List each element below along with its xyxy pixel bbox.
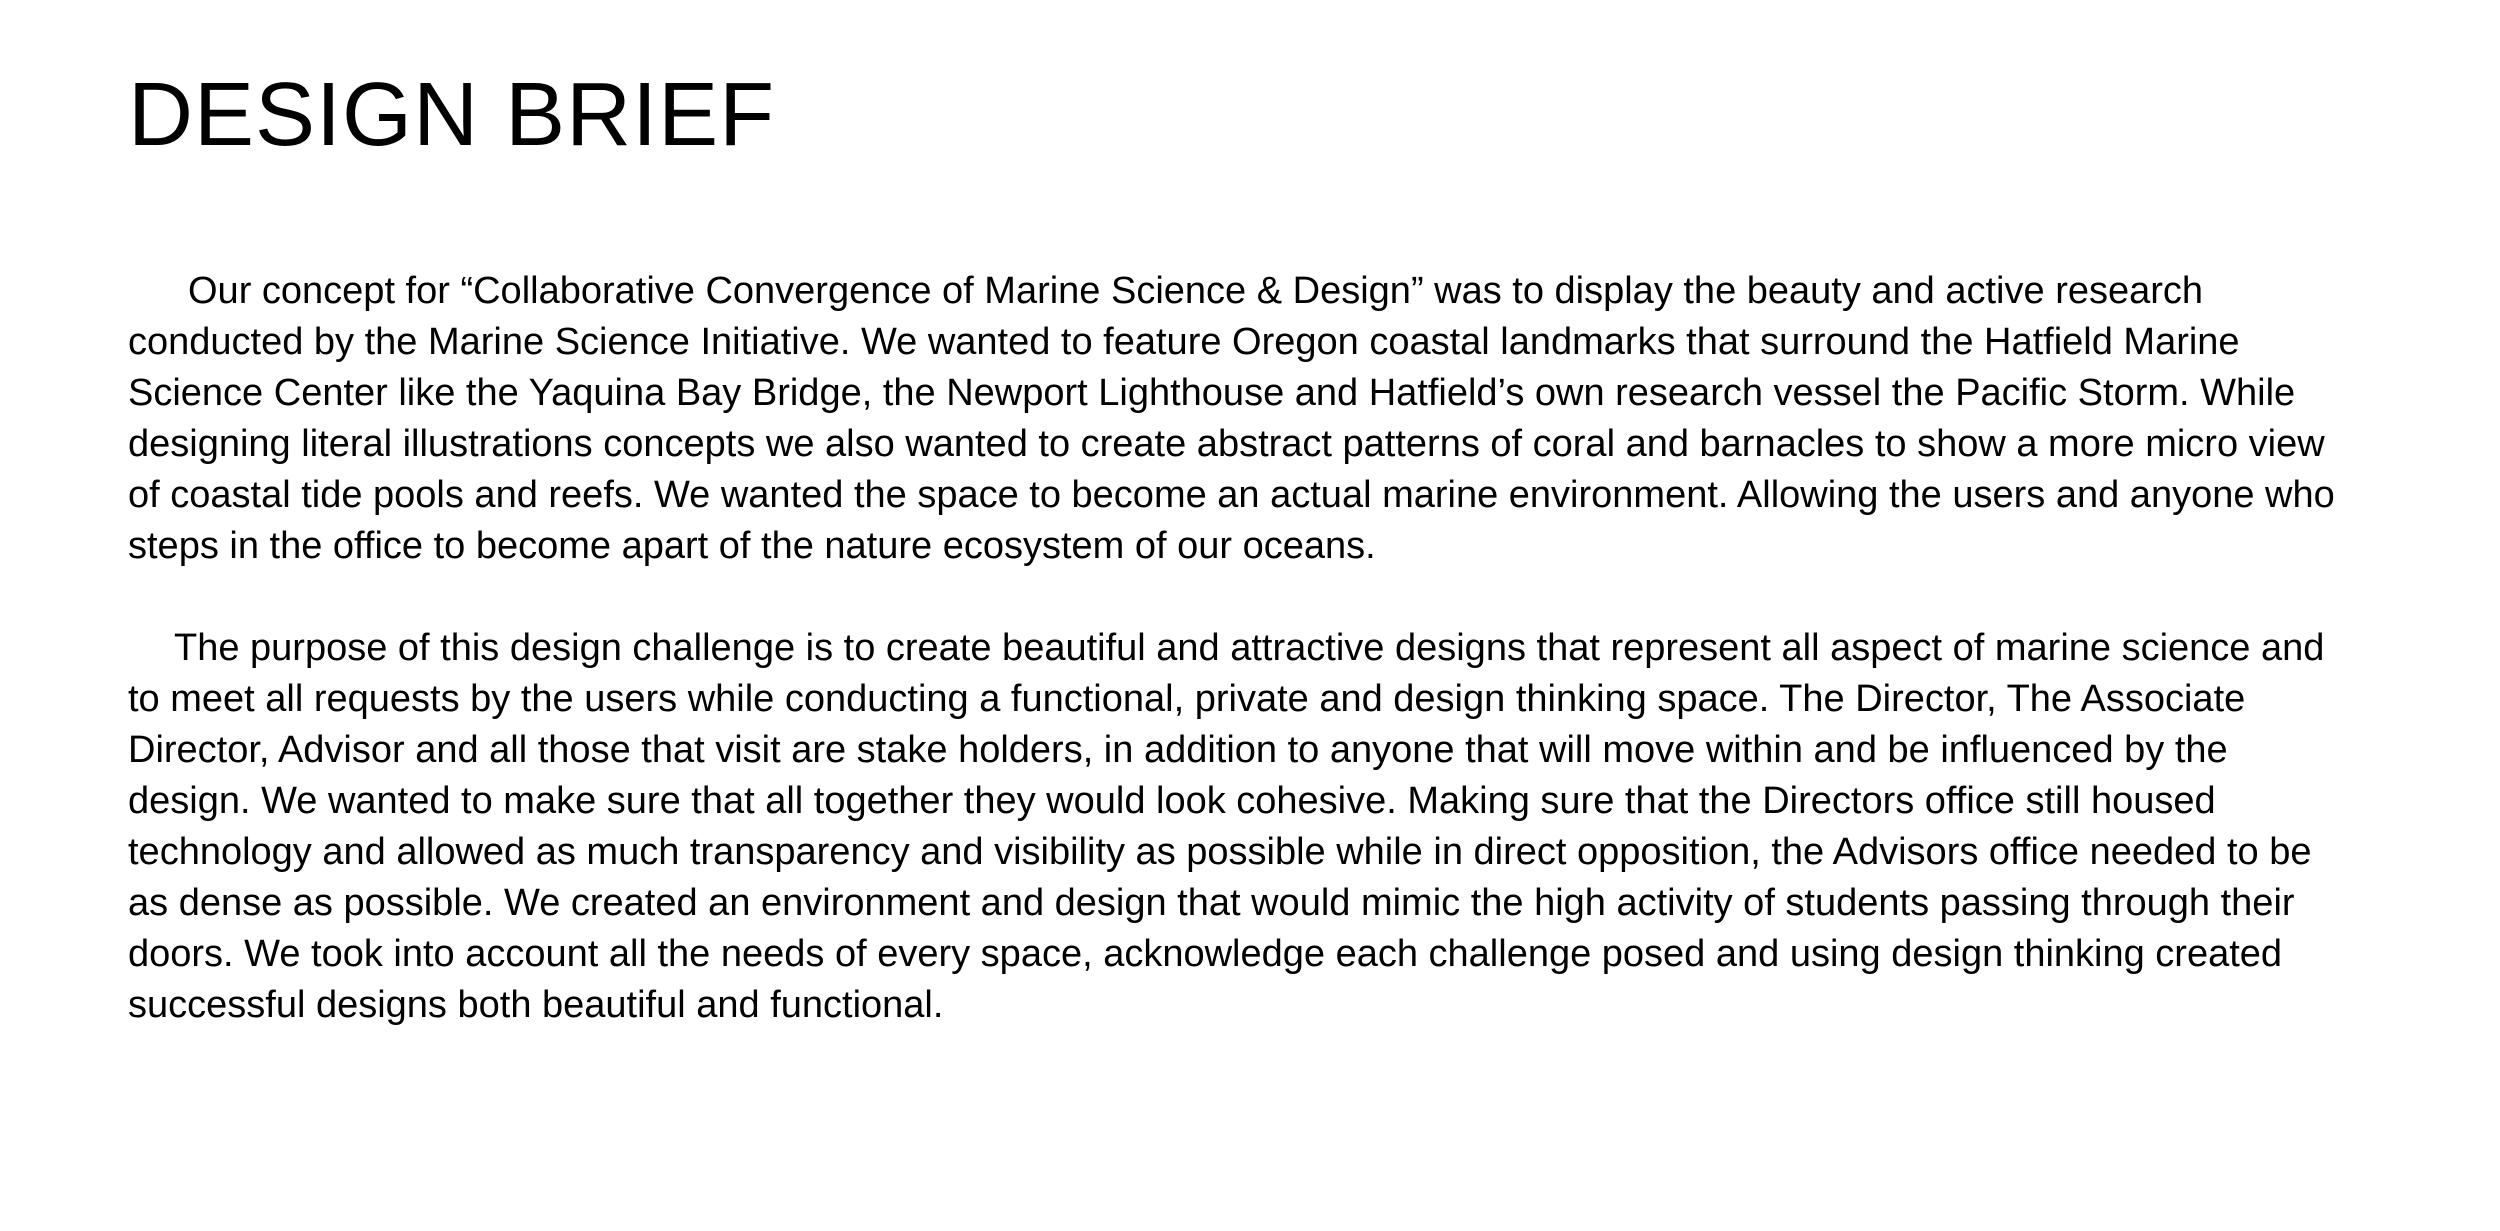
body-text [128,266,2360,1031]
paragraph-purpose: The purpose of this design challenge is to create beautiful and attractive designs that represent all aspect of marine science and to meet all requests by the users while conducting a functional, private and design thinking space. The Director, The Associate Director, Advisor and all those that visit are stake holders, in addition to anyone that will move within and be influenced by the design. We wanted to make sure that all together they would look cohesive. Making sure that the Directors office still housed technology and allowed as much transparency and visibility as possible while in direct opposition, the Advisors office needed to be as dense as possible. We created an environment and design that would mimic the high activity of students passing through their doors. We took into account all the needs of every space, acknowledge each challenge posed and using design thinking created successful designs both beautiful and functional. [128,627,2325,1026]
page-title: DESIGN BRIEF [128,65,776,165]
paragraph-concept: Our concept for “Collaborative Convergence of Marine Science & Design” was to display the beauty and active research conducted by the Marine Science Initiative. We wanted to feature Oregon coastal landmarks that surround the Hatfield Marine Science Center like the Yaquina Bay Bridge, the Newport Lighthouse and Hatfield’s own research vessel the Pacific Storm. While designing literal illustrations concepts we also wanted to create abstract patterns of coral and barnacles to show a more micro view of coastal tide pools and reefs. We wanted the space to become an actual marine environment. Allowing the users and anyone who steps in the office to become apart of the nature ecosystem of our oceans. [128,270,2335,567]
